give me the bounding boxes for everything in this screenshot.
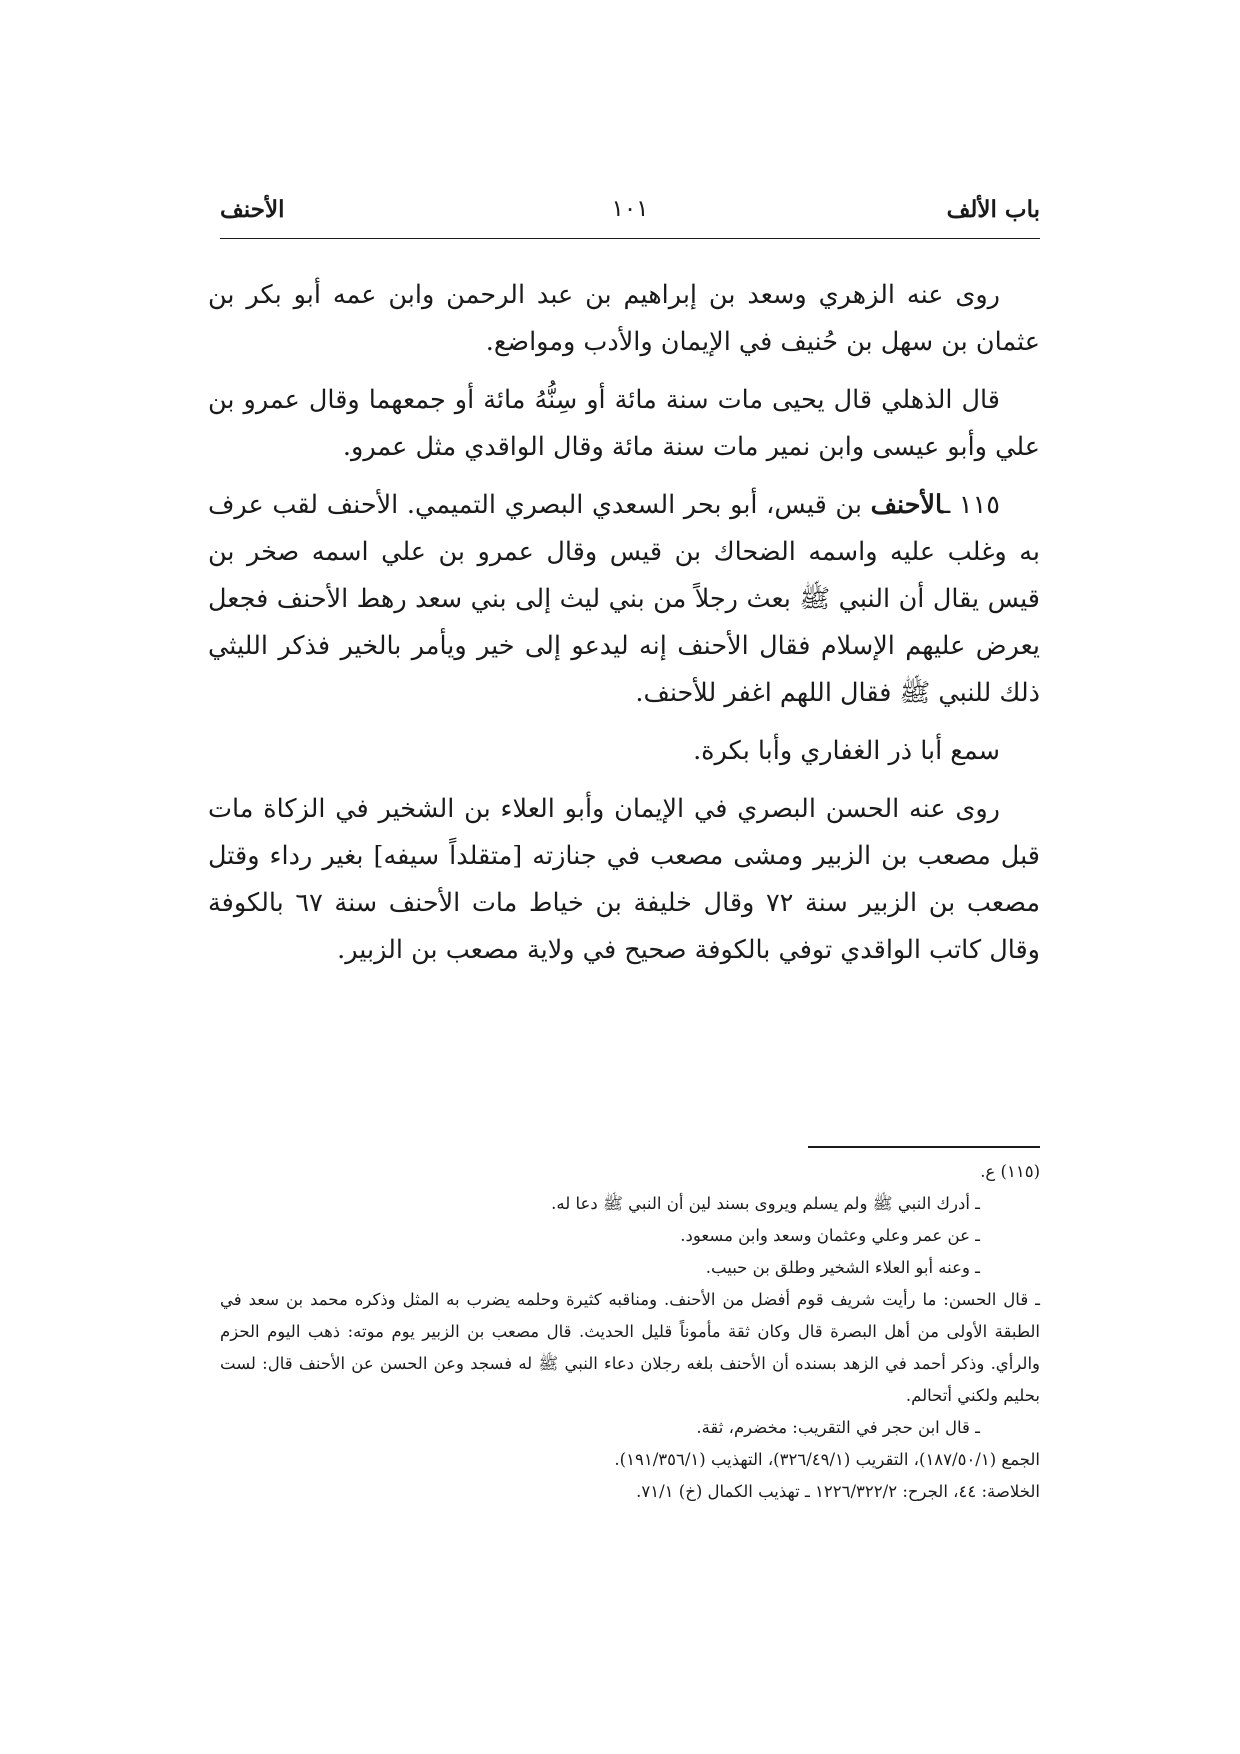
entry-name: الأحنف (870, 490, 943, 520)
paragraph-death-dates: قال الذهلي قال يحيى مات سنة مائة أو سِنُّهُ مائة أو جمعهما وقال عمرو بن علي وأبو عيسى وابن نمير مات سنة مائة وقال الواقدي مثل عمرو. (208, 385, 1040, 462)
running-head-chapter: باب الألف (946, 196, 1040, 223)
footnote-line: الجمع (١٨٧/٥٠/١)، التقريب (٣٢٦/٤٩/١)، التهذيب (١٩١/٣٥٦/١). (614, 1450, 1040, 1469)
entry-text: بن قيس، أبو بحر السعدي البصري التميمي. الأحنف لقب عرف به وغلب عليه واسمه الضحاك بن قيس وقال عمرو بن علي اسمه صخر بن قيس يقال أن النبي ﷺ بعث رجلاً من بني ليث إلى بني سعد رهط الأحنف فجعل يعرض عليهم الإسلام فقال الأحنف إنه ليدعو إلى خير ويأمر بالخير فذكر الليثي ذلك للنبي ﷺ فقال اللهم اغفر للأحنف. (208, 490, 1040, 708)
page-header (220, 196, 1040, 240)
paragraph-narrators: روى عنه الزهري وسعد بن إبراهيم بن عبد الرحمن وابن عمه أبو بكر بن عثمان بن سهل بن حُنيف في الإيمان والأدب ومواضع. (208, 280, 1040, 357)
running-head-entry: الأحنف (220, 196, 285, 223)
paragraph-narrated-by: روى عنه الحسن البصري في الإيمان وأبو العلاء بن الشخير في الزكاة مات قبل مصعب بن الزبير ومشى مصعب في جنازته [متقلداً سيفه] بغير رداء وقتل مصعب بن الزبير سنة ٧٢ وقال خليفة بن خياط مات الأحنف سنة ٦٧ بالكوفة وقال كاتب الواقدي توفي بالكوفة صحيح في ولاية مصعب بن الزبير. (208, 794, 1040, 965)
footnote-line: ـ قال ابن حجر في التقريب: مخضرم، ثقة. (696, 1418, 980, 1437)
entry-number: ١١٥ ـ (942, 490, 1000, 520)
footnote-line: ـ عن عمر وعلي وعثمان وسعد وابن مسعود. (680, 1226, 980, 1245)
paragraph-entry-115 (208, 482, 1040, 717)
footnote-line: الخلاصة: ٤٤، الجرح: ١٢٢٦/٣٢٢/٢ ـ تهذيب الكمال (خ) ٧١/١. (636, 1482, 1040, 1501)
header-rule (220, 238, 1040, 239)
footnote-rule (808, 1146, 1040, 1148)
main-text (208, 272, 1040, 985)
paragraph-heard-from: سمع أبا ذر الغفاري وأبا بكرة. (693, 736, 1000, 766)
footnote-line: ـ أدرك النبي ﷺ ولم يسلم ويروى بسند لين أن النبي ﷺ دعا له. (551, 1194, 980, 1213)
footnote-line: ـ قال الحسن: ما رأيت شريف قوم أفضل من الأحنف. ومناقبه كثيرة وحلمه يضرب به المثل وذكره محمد بن سعد في الطبقة الأولى من أهل البصرة قال وكان ثقة مأموناً قليل الحديث. قال مصعب بن الزبير يوم موته: ذهب اليوم الحزم والرأي. وذكر أحمد في الزهد بسنده أن الأحنف بلغه رجلان دعاء النبي ﷺ له فسجد وعن الحسن عن الأحنف قال: لست بحليم ولكني أتحالم. (220, 1290, 1040, 1405)
footnote-line: ـ وعنه أبو العلاء الشخير وطلق بن حبيب. (705, 1258, 980, 1277)
page-number: ١٠١ (611, 196, 649, 222)
footnote-head: (١١٥) ع. (980, 1162, 1040, 1181)
footnotes (220, 1156, 1040, 1508)
